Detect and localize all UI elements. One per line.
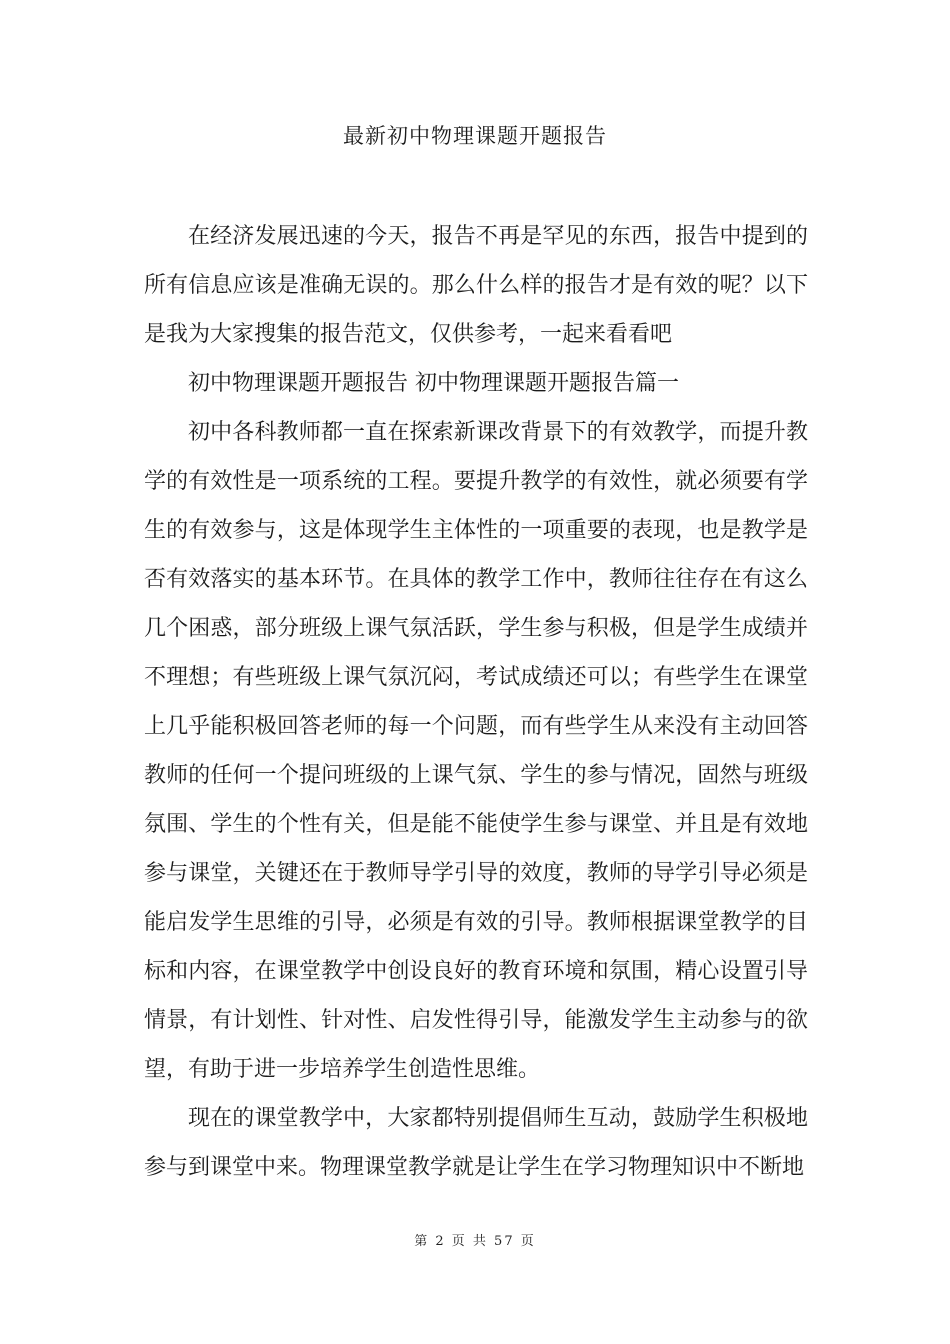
body-paragraph: 初中各科教师都一直在探索新课改背景下的有效教学，而提升教学的有效性是一项系统的工程。要提升教学的有效性，就必须要有学生的有效参与，这是体现学生主体性的一项重要的表现，也是教学是否有效落实的基本环节。在具体的教学工作中，教师往往存在有这么几个困惑，部分班级上课气氛活跃，学生参与积极，但是学生成绩并不理想；有些班级上课气氛沉闷，考试成绩还可以；有些学生在课堂上几乎能积极回答老师的每一个问题，而有些学生从来没有主动回答教师的任何一个提问班级的上课气氛、学生的参与情况，固然与班级氛围、学生的个性有关，但是能不能使学生参与课堂、并且是有效地参与课堂，关键还在于教师导学引导的效度，教师的导学引导必须是能启发学生思维的引导，必须是有效的引导。教师根据课堂教学的目标和内容，在课堂教学中创设良好的教育环境和氛围，精心设置引导情景，有计划性、针对性、启发性得引导，能激发学生主动参与的欲望，有助于进一步培养学生创造性思维。 <box>144 420 808 1082</box>
page-number-footer: 第 2 页 共 57 页 <box>414 1234 536 1249</box>
document-title: 最新初中物理课题开题报告 <box>343 124 607 148</box>
section-heading: 初中物理课题开题报告 初中物理课题开题报告篇一 <box>188 371 679 396</box>
intro-paragraph: 在经济发展迅速的今天，报告不再是罕见的东西，报告中提到的所有信息应该是准确无误的。那么什么样的报告才是有效的呢？以下是我为大家搜集的报告范文，仅供参考，一起来看看吧 <box>144 224 808 347</box>
document-body <box>144 212 808 1192</box>
body-paragraph: 现在的课堂教学中，大家都特别提倡师生互动，鼓励学生积极地参与到课堂中来。物理课堂教学就是让学生在学习物理知识中不断地 <box>144 1106 808 1180</box>
